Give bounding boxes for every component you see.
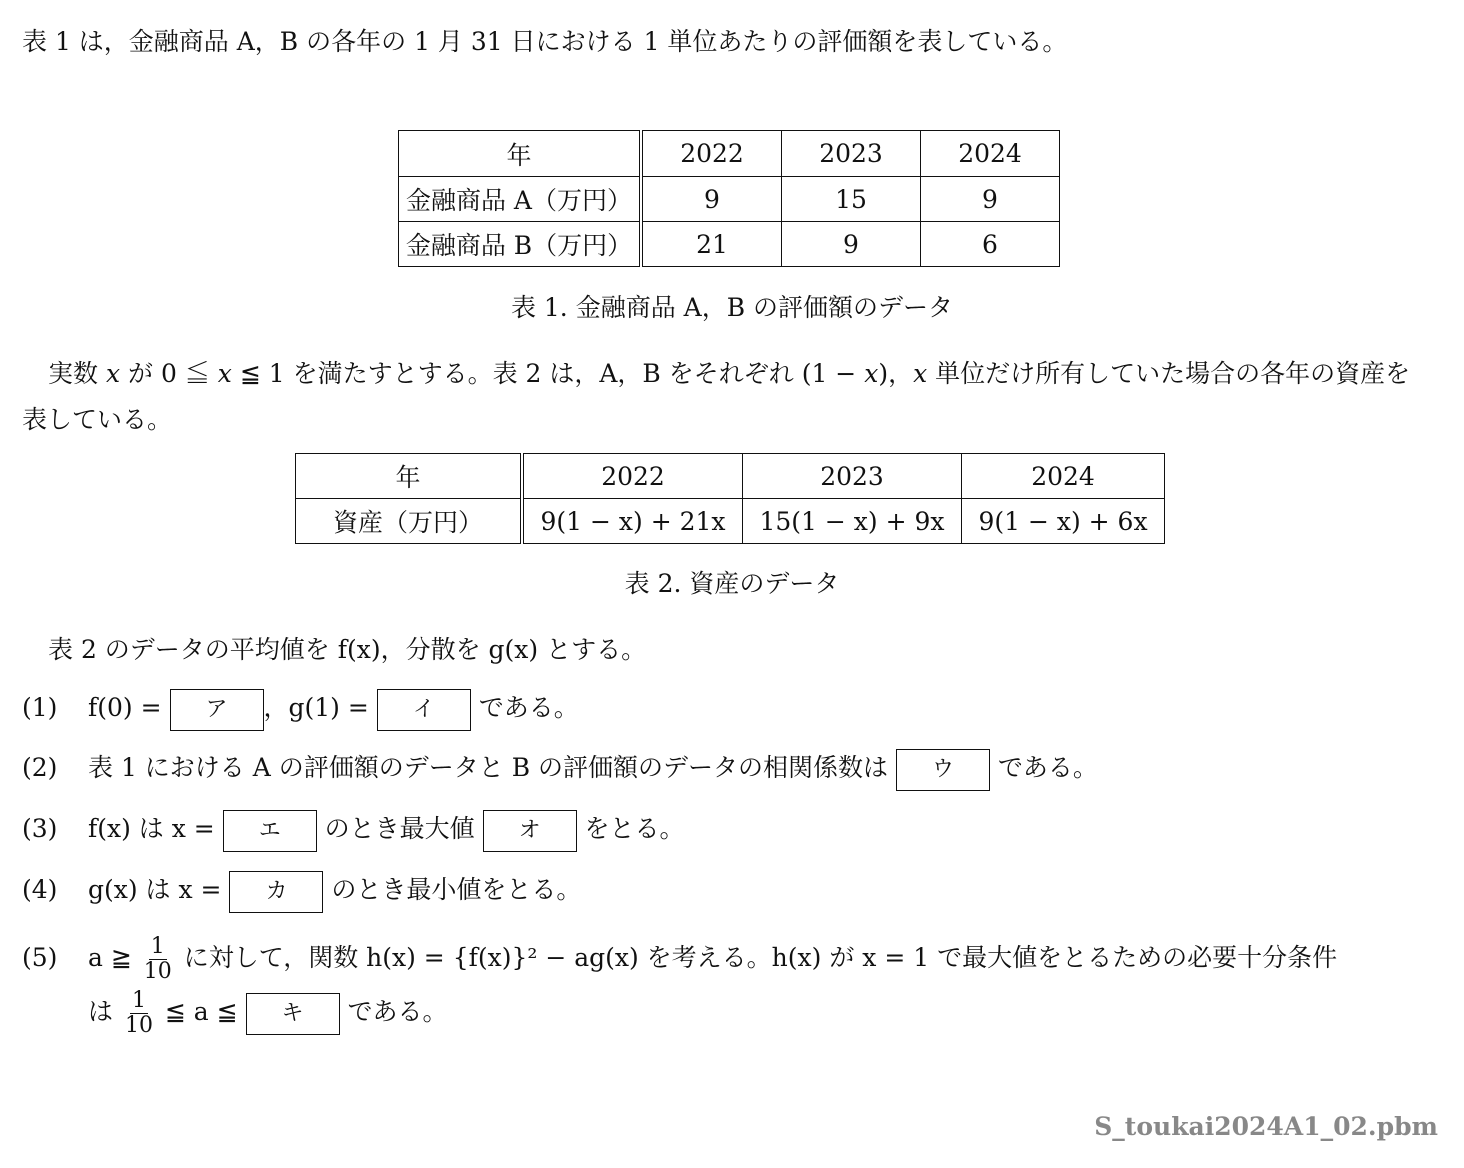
fraction-numerator: 1: [131, 988, 146, 1013]
fraction: [144, 935, 172, 984]
text-segment: ≦ a ≦: [156, 997, 246, 1026]
table-1-header-row: [399, 131, 1060, 177]
answer-box-a[interactable]: ア: [170, 689, 264, 731]
text-segment: g(x) は x =: [88, 875, 230, 904]
text-segment: 単位だけ所有していた場合の各年の資産を: [927, 359, 1411, 388]
fraction-numerator: 1: [150, 934, 165, 959]
answer-box-ka[interactable]: カ: [229, 871, 323, 913]
question-number: (4): [22, 875, 58, 904]
question-number: (1): [22, 693, 58, 722]
file-name-label: S_toukai2024A1_02.pbm: [1094, 1112, 1438, 1141]
table-2-row-label: 資産（万円）: [296, 499, 523, 544]
question-5: [22, 932, 1337, 984]
paragraph-2-line-2: 表している。: [22, 405, 173, 434]
table-1-cell: 6: [921, 222, 1060, 267]
table-1-cell: 9: [782, 222, 921, 267]
answer-box-u[interactable]: ウ: [896, 749, 990, 791]
text-segment: である。: [470, 693, 579, 722]
question-number: (3): [22, 814, 58, 843]
table-row: [399, 177, 1060, 222]
fraction-denominator: 10: [124, 1013, 153, 1038]
question-2: [22, 746, 1098, 791]
table-1-cell: 9: [641, 177, 782, 222]
table-1-cell: 9: [921, 177, 1060, 222]
text-segment: をとる。: [576, 814, 685, 843]
text-segment: )，: [878, 359, 914, 388]
text-segment: a ≧: [88, 943, 140, 972]
question-number: (5): [22, 943, 58, 972]
text-segment: f(x) は x =: [88, 814, 223, 843]
math-variable: x: [864, 359, 879, 388]
math-variable: x: [913, 359, 928, 388]
fraction: [125, 989, 153, 1038]
paragraph-3: 表 2 のデータの平均値を f(x)，分散を g(x) とする。: [48, 635, 647, 664]
table-1-header-2024: 2024: [921, 131, 1060, 177]
question-number: (2): [22, 753, 58, 782]
table-2-header-year: 年: [296, 454, 523, 499]
table-1-cell: 21: [641, 222, 782, 267]
question-4: [22, 868, 581, 913]
fraction-denominator: 10: [143, 959, 172, 984]
table-2-cell: 9(1 − x) + 21x: [522, 499, 743, 544]
text-segment: は: [88, 997, 121, 1026]
answer-box-e[interactable]: エ: [223, 810, 317, 852]
table-1: [398, 130, 1060, 267]
table-1-header-2022: 2022: [641, 131, 782, 177]
text-segment: 実数: [48, 359, 106, 388]
text-segment: のとき最大値: [316, 814, 483, 843]
question-3: [22, 807, 685, 852]
table-2-caption: 表 2. 資産のデータ: [624, 569, 840, 598]
table-1-row-b-label: 金融商品 B（万円）: [399, 222, 642, 267]
table-2-header-row: [296, 454, 1165, 499]
table-2-header-2022: 2022: [522, 454, 743, 499]
table-2-cell: 9(1 − x) + 6x: [962, 499, 1165, 544]
table-2-header-2023: 2023: [743, 454, 962, 499]
math-variable: x: [105, 359, 121, 388]
answer-box-i[interactable]: イ: [377, 689, 471, 731]
answer-box-ki[interactable]: キ: [246, 993, 340, 1035]
text-segment: 表 1 における A の評価額のデータと B の評価額のデータの相関係数は: [88, 753, 896, 782]
table-1-caption: 表 1. 金融商品 A，B の評価額のデータ: [510, 293, 954, 322]
text-segment: が 0 ≦: [120, 359, 218, 388]
table-1-cell: 15: [782, 177, 921, 222]
paragraph-2: [48, 354, 1410, 390]
text-segment: f(0) =: [88, 693, 170, 722]
answer-box-o[interactable]: オ: [483, 810, 577, 852]
question-5-line-2: [88, 986, 448, 1038]
text-segment: ，g(1) =: [263, 693, 377, 722]
table-2-cell: 15(1 − x) + 9x: [743, 499, 962, 544]
intro-text: 表 1 は，金融商品 A，B の各年の 1 月 31 日における 1 単位あたりの評価額を表している。: [22, 27, 1068, 56]
table-2-header-2024: 2024: [962, 454, 1165, 499]
question-1: [22, 686, 579, 731]
text-segment: である。: [339, 997, 448, 1026]
table-row: [296, 499, 1165, 544]
table-row: [399, 222, 1060, 267]
table-1-header-year: 年: [399, 131, 642, 177]
math-variable: x: [217, 359, 232, 388]
text-segment: に対して，関数 h(x) = {f(x)}² − ag(x) を考える。h(x) が x = 1 で最大値をとるための必要十分条件: [175, 943, 1338, 972]
text-segment: ≦ 1 を満たすとする。表 2 は，A，B をそれぞれ (1 −: [231, 359, 865, 388]
table-1-row-a-label: 金融商品 A（万円）: [399, 177, 642, 222]
text-segment: である。: [989, 753, 1098, 782]
table-2: [295, 453, 1165, 544]
table-1-header-2023: 2023: [782, 131, 921, 177]
text-segment: のとき最小値をとる。: [323, 875, 582, 904]
